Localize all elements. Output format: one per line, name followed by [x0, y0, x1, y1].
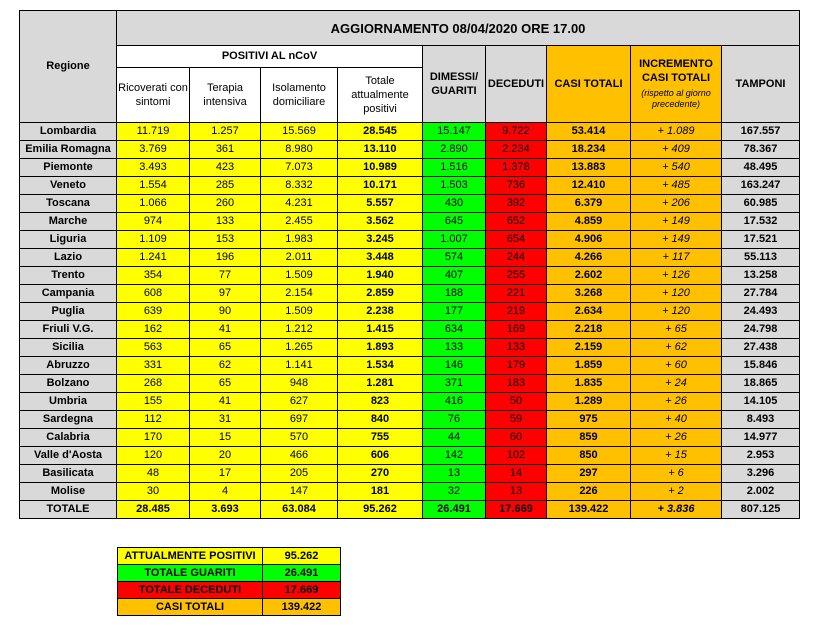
cell-ricoverati: 170 [117, 429, 190, 447]
cell-totale: 755 [338, 429, 423, 447]
cell-deceduti: 183 [486, 375, 547, 393]
cell-dimessi: 13 [423, 465, 486, 483]
cell-incremento: + 117 [631, 249, 722, 267]
cell-regione: Bolzano [20, 375, 117, 393]
summary-row [118, 565, 341, 582]
cell-terapia: 285 [190, 177, 261, 195]
table-row [20, 393, 800, 411]
cell-regione: Molise [20, 483, 117, 501]
summary-label: TOTALE GUARITI [118, 565, 263, 582]
cell-regione: Sardegna [20, 411, 117, 429]
cell-ricoverati: 1.554 [117, 177, 190, 195]
cell-isolamento: 63.084 [261, 501, 338, 519]
cell-tamponi: 48.495 [722, 159, 800, 177]
cell-incremento: + 3.836 [631, 501, 722, 519]
cell-casi: 3.268 [547, 285, 631, 303]
cell-isolamento: 7.073 [261, 159, 338, 177]
cell-ricoverati: 120 [117, 447, 190, 465]
cell-ricoverati: 30 [117, 483, 190, 501]
table-row [20, 303, 800, 321]
cell-casi: 226 [547, 483, 631, 501]
summary-row [118, 548, 341, 565]
cell-dimessi: 188 [423, 285, 486, 303]
cell-dimessi: 1.503 [423, 177, 486, 195]
cell-totale: 1.940 [338, 267, 423, 285]
cell-casi: 53.414 [547, 123, 631, 141]
cell-incremento: + 485 [631, 177, 722, 195]
cell-tamponi: 167.557 [722, 123, 800, 141]
cell-isolamento: 627 [261, 393, 338, 411]
cell-dimessi: 634 [423, 321, 486, 339]
cell-terapia: 31 [190, 411, 261, 429]
cell-dimessi: 574 [423, 249, 486, 267]
cell-casi: 2.602 [547, 267, 631, 285]
cell-isolamento: 1.141 [261, 357, 338, 375]
table-row [20, 357, 800, 375]
cell-terapia: 65 [190, 375, 261, 393]
cell-ricoverati: 3.493 [117, 159, 190, 177]
cell-dimessi: 1.516 [423, 159, 486, 177]
cell-terapia: 4 [190, 483, 261, 501]
summary-body [118, 548, 341, 616]
cell-casi: 4.906 [547, 231, 631, 249]
cell-casi: 1.289 [547, 393, 631, 411]
cell-tamponi: 8.493 [722, 411, 800, 429]
cell-deceduti: 102 [486, 447, 547, 465]
cell-casi: 850 [547, 447, 631, 465]
table-row [20, 123, 800, 141]
cell-incremento: + 1.089 [631, 123, 722, 141]
table-row [20, 141, 800, 159]
table-row [20, 159, 800, 177]
summary-row [118, 582, 341, 599]
cell-casi: 297 [547, 465, 631, 483]
cell-regione: Valle d'Aosta [20, 447, 117, 465]
cell-regione: Campania [20, 285, 117, 303]
cell-deceduti: 59 [486, 411, 547, 429]
header-incremento-sub: (rispetto al giorno precedente) [641, 87, 711, 110]
cell-totale: 1.415 [338, 321, 423, 339]
cell-regione: Lombardia [20, 123, 117, 141]
cell-terapia: 1.257 [190, 123, 261, 141]
cell-regione: Piemonte [20, 159, 117, 177]
cell-isolamento: 4.231 [261, 195, 338, 213]
update-title: AGGIORNAMENTO 08/04/2020 ORE 17.00 [117, 11, 800, 46]
cell-regione: Basilicata [20, 465, 117, 483]
cell-ricoverati: 155 [117, 393, 190, 411]
cell-deceduti: 652 [486, 213, 547, 231]
cell-ricoverati: 608 [117, 285, 190, 303]
cell-incremento: + 60 [631, 357, 722, 375]
cell-casi: 18.234 [547, 141, 631, 159]
cell-ricoverati: 354 [117, 267, 190, 285]
summary-label: ATTUALMENTE POSITIVI [118, 548, 263, 565]
cell-totale: 5.557 [338, 195, 423, 213]
cell-incremento: + 149 [631, 213, 722, 231]
cell-deceduti: 17.669 [486, 501, 547, 519]
header-ricoverati: Ricoverati con sintomi [117, 68, 190, 123]
cell-incremento: + 6 [631, 465, 722, 483]
cell-regione: Friuli V.G. [20, 321, 117, 339]
header-isolamento: Isolamento domiciliare [261, 68, 338, 123]
cell-casi: 13.883 [547, 159, 631, 177]
cell-regione: Trento [20, 267, 117, 285]
cell-regione: Lazio [20, 249, 117, 267]
cell-dimessi: 32 [423, 483, 486, 501]
cell-isolamento: 1.509 [261, 303, 338, 321]
cell-dimessi: 416 [423, 393, 486, 411]
table-row [20, 321, 800, 339]
cell-tamponi: 55.113 [722, 249, 800, 267]
cell-isolamento: 1.983 [261, 231, 338, 249]
cell-terapia: 41 [190, 321, 261, 339]
cell-incremento: + 149 [631, 231, 722, 249]
cell-tamponi: 13.258 [722, 267, 800, 285]
cell-ricoverati: 639 [117, 303, 190, 321]
cell-terapia: 133 [190, 213, 261, 231]
cell-ricoverati: 112 [117, 411, 190, 429]
cell-deceduti: 654 [486, 231, 547, 249]
header-totale-positivi: Totale attualmente positivi [338, 68, 423, 123]
cell-deceduti: 14 [486, 465, 547, 483]
table-row [20, 213, 800, 231]
cell-casi: 975 [547, 411, 631, 429]
cell-ricoverati: 28.485 [117, 501, 190, 519]
cell-deceduti: 60 [486, 429, 547, 447]
cell-totale: 28.545 [338, 123, 423, 141]
cell-casi: 1.859 [547, 357, 631, 375]
cell-deceduti: 736 [486, 177, 547, 195]
cell-deceduti: 9.722 [486, 123, 547, 141]
cell-isolamento: 8.332 [261, 177, 338, 195]
table-row [20, 465, 800, 483]
cell-incremento: + 2 [631, 483, 722, 501]
cell-terapia: 153 [190, 231, 261, 249]
cell-isolamento: 2.154 [261, 285, 338, 303]
cell-dimessi: 76 [423, 411, 486, 429]
cell-casi: 4.266 [547, 249, 631, 267]
cell-isolamento: 8.980 [261, 141, 338, 159]
cell-regione: Liguria [20, 231, 117, 249]
cell-tamponi: 17.532 [722, 213, 800, 231]
table-row [20, 411, 800, 429]
cell-tamponi: 14.977 [722, 429, 800, 447]
cell-casi: 859 [547, 429, 631, 447]
table-row [20, 231, 800, 249]
cell-terapia: 15 [190, 429, 261, 447]
cell-tamponi: 27.438 [722, 339, 800, 357]
cell-totale: 823 [338, 393, 423, 411]
cell-tamponi: 15.846 [722, 357, 800, 375]
cell-totale: 10.989 [338, 159, 423, 177]
cell-totale: 1.893 [338, 339, 423, 357]
summary-label: CASI TOTALI [118, 599, 263, 616]
cell-dimessi: 177 [423, 303, 486, 321]
summary-value: 139.422 [263, 599, 341, 616]
cell-tamponi: 27.784 [722, 285, 800, 303]
cell-isolamento: 948 [261, 375, 338, 393]
cell-totale: 10.171 [338, 177, 423, 195]
cell-incremento: + 24 [631, 375, 722, 393]
header-deceduti: DECEDUTI [486, 46, 547, 123]
cell-deceduti: 133 [486, 339, 547, 357]
cell-deceduti: 13 [486, 483, 547, 501]
cell-totale: 840 [338, 411, 423, 429]
cell-incremento: + 206 [631, 195, 722, 213]
cell-totale: 2.238 [338, 303, 423, 321]
header-casi-totali: CASI TOTALI [547, 46, 631, 123]
cell-tamponi: 17.521 [722, 231, 800, 249]
cell-ricoverati: 1.066 [117, 195, 190, 213]
summary-row [118, 599, 341, 616]
cell-ricoverati: 11.719 [117, 123, 190, 141]
cell-isolamento: 697 [261, 411, 338, 429]
cell-deceduti: 392 [486, 195, 547, 213]
cell-terapia: 62 [190, 357, 261, 375]
cell-casi: 139.422 [547, 501, 631, 519]
cell-deceduti: 179 [486, 357, 547, 375]
cell-ricoverati: 268 [117, 375, 190, 393]
cell-deceduti: 219 [486, 303, 547, 321]
cell-isolamento: 205 [261, 465, 338, 483]
cell-dimessi: 15.147 [423, 123, 486, 141]
cell-dimessi: 146 [423, 357, 486, 375]
cell-casi: 2.634 [547, 303, 631, 321]
cell-isolamento: 15.569 [261, 123, 338, 141]
cell-terapia: 97 [190, 285, 261, 303]
cell-casi: 12.410 [547, 177, 631, 195]
header-incremento [631, 46, 722, 123]
cell-casi: 4.859 [547, 213, 631, 231]
cell-totale: 2.859 [338, 285, 423, 303]
cell-incremento: + 65 [631, 321, 722, 339]
table-row [20, 177, 800, 195]
cell-ricoverati: 48 [117, 465, 190, 483]
table-row [20, 195, 800, 213]
cell-tamponi: 2.953 [722, 447, 800, 465]
table-row [20, 447, 800, 465]
cell-deceduti: 1.378 [486, 159, 547, 177]
cell-dimessi: 44 [423, 429, 486, 447]
cell-tamponi: 24.798 [722, 321, 800, 339]
header-terapia: Terapia intensiva [190, 68, 261, 123]
total-row [20, 501, 800, 519]
cell-dimessi: 371 [423, 375, 486, 393]
cell-isolamento: 2.011 [261, 249, 338, 267]
cell-totale: 95.262 [338, 501, 423, 519]
cell-incremento: + 409 [631, 141, 722, 159]
cell-incremento: + 540 [631, 159, 722, 177]
cell-tamponi: 18.865 [722, 375, 800, 393]
cell-regione: Toscana [20, 195, 117, 213]
cell-isolamento: 466 [261, 447, 338, 465]
header-incremento-label: INCREMENTO CASI TOTALI [639, 58, 713, 85]
cell-isolamento: 147 [261, 483, 338, 501]
summary-table [117, 547, 341, 616]
cell-terapia: 65 [190, 339, 261, 357]
cell-casi: 2.159 [547, 339, 631, 357]
header-regione: Regione [20, 11, 117, 123]
cell-casi: 6.379 [547, 195, 631, 213]
cell-ricoverati: 974 [117, 213, 190, 231]
cell-ricoverati: 563 [117, 339, 190, 357]
cell-totale: 3.448 [338, 249, 423, 267]
cell-incremento: + 40 [631, 411, 722, 429]
cell-terapia: 423 [190, 159, 261, 177]
cell-totale: 13.110 [338, 141, 423, 159]
cell-casi: 2.218 [547, 321, 631, 339]
cell-deceduti: 255 [486, 267, 547, 285]
cell-isolamento: 2.455 [261, 213, 338, 231]
cell-incremento: + 126 [631, 267, 722, 285]
cell-totale: 3.562 [338, 213, 423, 231]
cell-dimessi: 407 [423, 267, 486, 285]
table-row [20, 339, 800, 357]
cell-deceduti: 50 [486, 393, 547, 411]
cell-tamponi: 807.125 [722, 501, 800, 519]
cell-isolamento: 1.509 [261, 267, 338, 285]
cell-dimessi: 26.491 [423, 501, 486, 519]
cell-terapia: 361 [190, 141, 261, 159]
cell-regione: Puglia [20, 303, 117, 321]
summary-value: 26.491 [263, 565, 341, 582]
cell-isolamento: 570 [261, 429, 338, 447]
cell-tamponi: 163.247 [722, 177, 800, 195]
cell-dimessi: 133 [423, 339, 486, 357]
cell-totale: 181 [338, 483, 423, 501]
cell-tamponi: 24.493 [722, 303, 800, 321]
cell-isolamento: 1.212 [261, 321, 338, 339]
cell-dimessi: 430 [423, 195, 486, 213]
cell-terapia: 90 [190, 303, 261, 321]
cell-terapia: 41 [190, 393, 261, 411]
header-dimessi: DIMESSI/ GUARITI [423, 46, 486, 123]
cell-dimessi: 142 [423, 447, 486, 465]
cell-incremento: + 15 [631, 447, 722, 465]
summary-label: TOTALE DECEDUTI [118, 582, 263, 599]
cell-incremento: + 26 [631, 393, 722, 411]
cell-terapia: 3.693 [190, 501, 261, 519]
cell-regione: TOTALE [20, 501, 117, 519]
summary-value: 95.262 [263, 548, 341, 565]
cell-deceduti: 244 [486, 249, 547, 267]
cell-terapia: 260 [190, 195, 261, 213]
cell-ricoverati: 1.241 [117, 249, 190, 267]
cell-dimessi: 2.890 [423, 141, 486, 159]
cell-ricoverati: 162 [117, 321, 190, 339]
table-row [20, 285, 800, 303]
cell-incremento: + 120 [631, 285, 722, 303]
cell-regione: Veneto [20, 177, 117, 195]
cell-totale: 270 [338, 465, 423, 483]
cell-totale: 3.245 [338, 231, 423, 249]
cell-tamponi: 3.296 [722, 465, 800, 483]
cell-regione: Emilia Romagna [20, 141, 117, 159]
cell-regione: Umbria [20, 393, 117, 411]
header-positivi-group: POSITIVI AL nCoV [117, 46, 423, 68]
header-tamponi: TAMPONI [722, 46, 800, 123]
cell-tamponi: 14.105 [722, 393, 800, 411]
cell-ricoverati: 331 [117, 357, 190, 375]
cell-totale: 1.534 [338, 357, 423, 375]
cell-incremento: + 120 [631, 303, 722, 321]
table-body [20, 123, 800, 519]
cell-tamponi: 78.367 [722, 141, 800, 159]
cell-terapia: 20 [190, 447, 261, 465]
cell-regione: Marche [20, 213, 117, 231]
cell-regione: Calabria [20, 429, 117, 447]
cell-tamponi: 60.985 [722, 195, 800, 213]
cell-ricoverati: 3.769 [117, 141, 190, 159]
summary-value: 17.669 [263, 582, 341, 599]
table-row [20, 429, 800, 447]
cell-isolamento: 1.265 [261, 339, 338, 357]
covid-regional-table [19, 10, 800, 519]
cell-terapia: 17 [190, 465, 261, 483]
cell-tamponi: 2.002 [722, 483, 800, 501]
cell-terapia: 77 [190, 267, 261, 285]
cell-deceduti: 2.234 [486, 141, 547, 159]
cell-incremento: + 62 [631, 339, 722, 357]
cell-dimessi: 645 [423, 213, 486, 231]
cell-totale: 1.281 [338, 375, 423, 393]
cell-dimessi: 1.007 [423, 231, 486, 249]
cell-deceduti: 221 [486, 285, 547, 303]
table-row [20, 249, 800, 267]
table-row [20, 267, 800, 285]
table-row [20, 483, 800, 501]
cell-regione: Sicilia [20, 339, 117, 357]
cell-ricoverati: 1.109 [117, 231, 190, 249]
cell-terapia: 196 [190, 249, 261, 267]
cell-incremento: + 26 [631, 429, 722, 447]
cell-casi: 1.835 [547, 375, 631, 393]
cell-totale: 606 [338, 447, 423, 465]
table-row [20, 375, 800, 393]
cell-deceduti: 169 [486, 321, 547, 339]
cell-regione: Abruzzo [20, 357, 117, 375]
